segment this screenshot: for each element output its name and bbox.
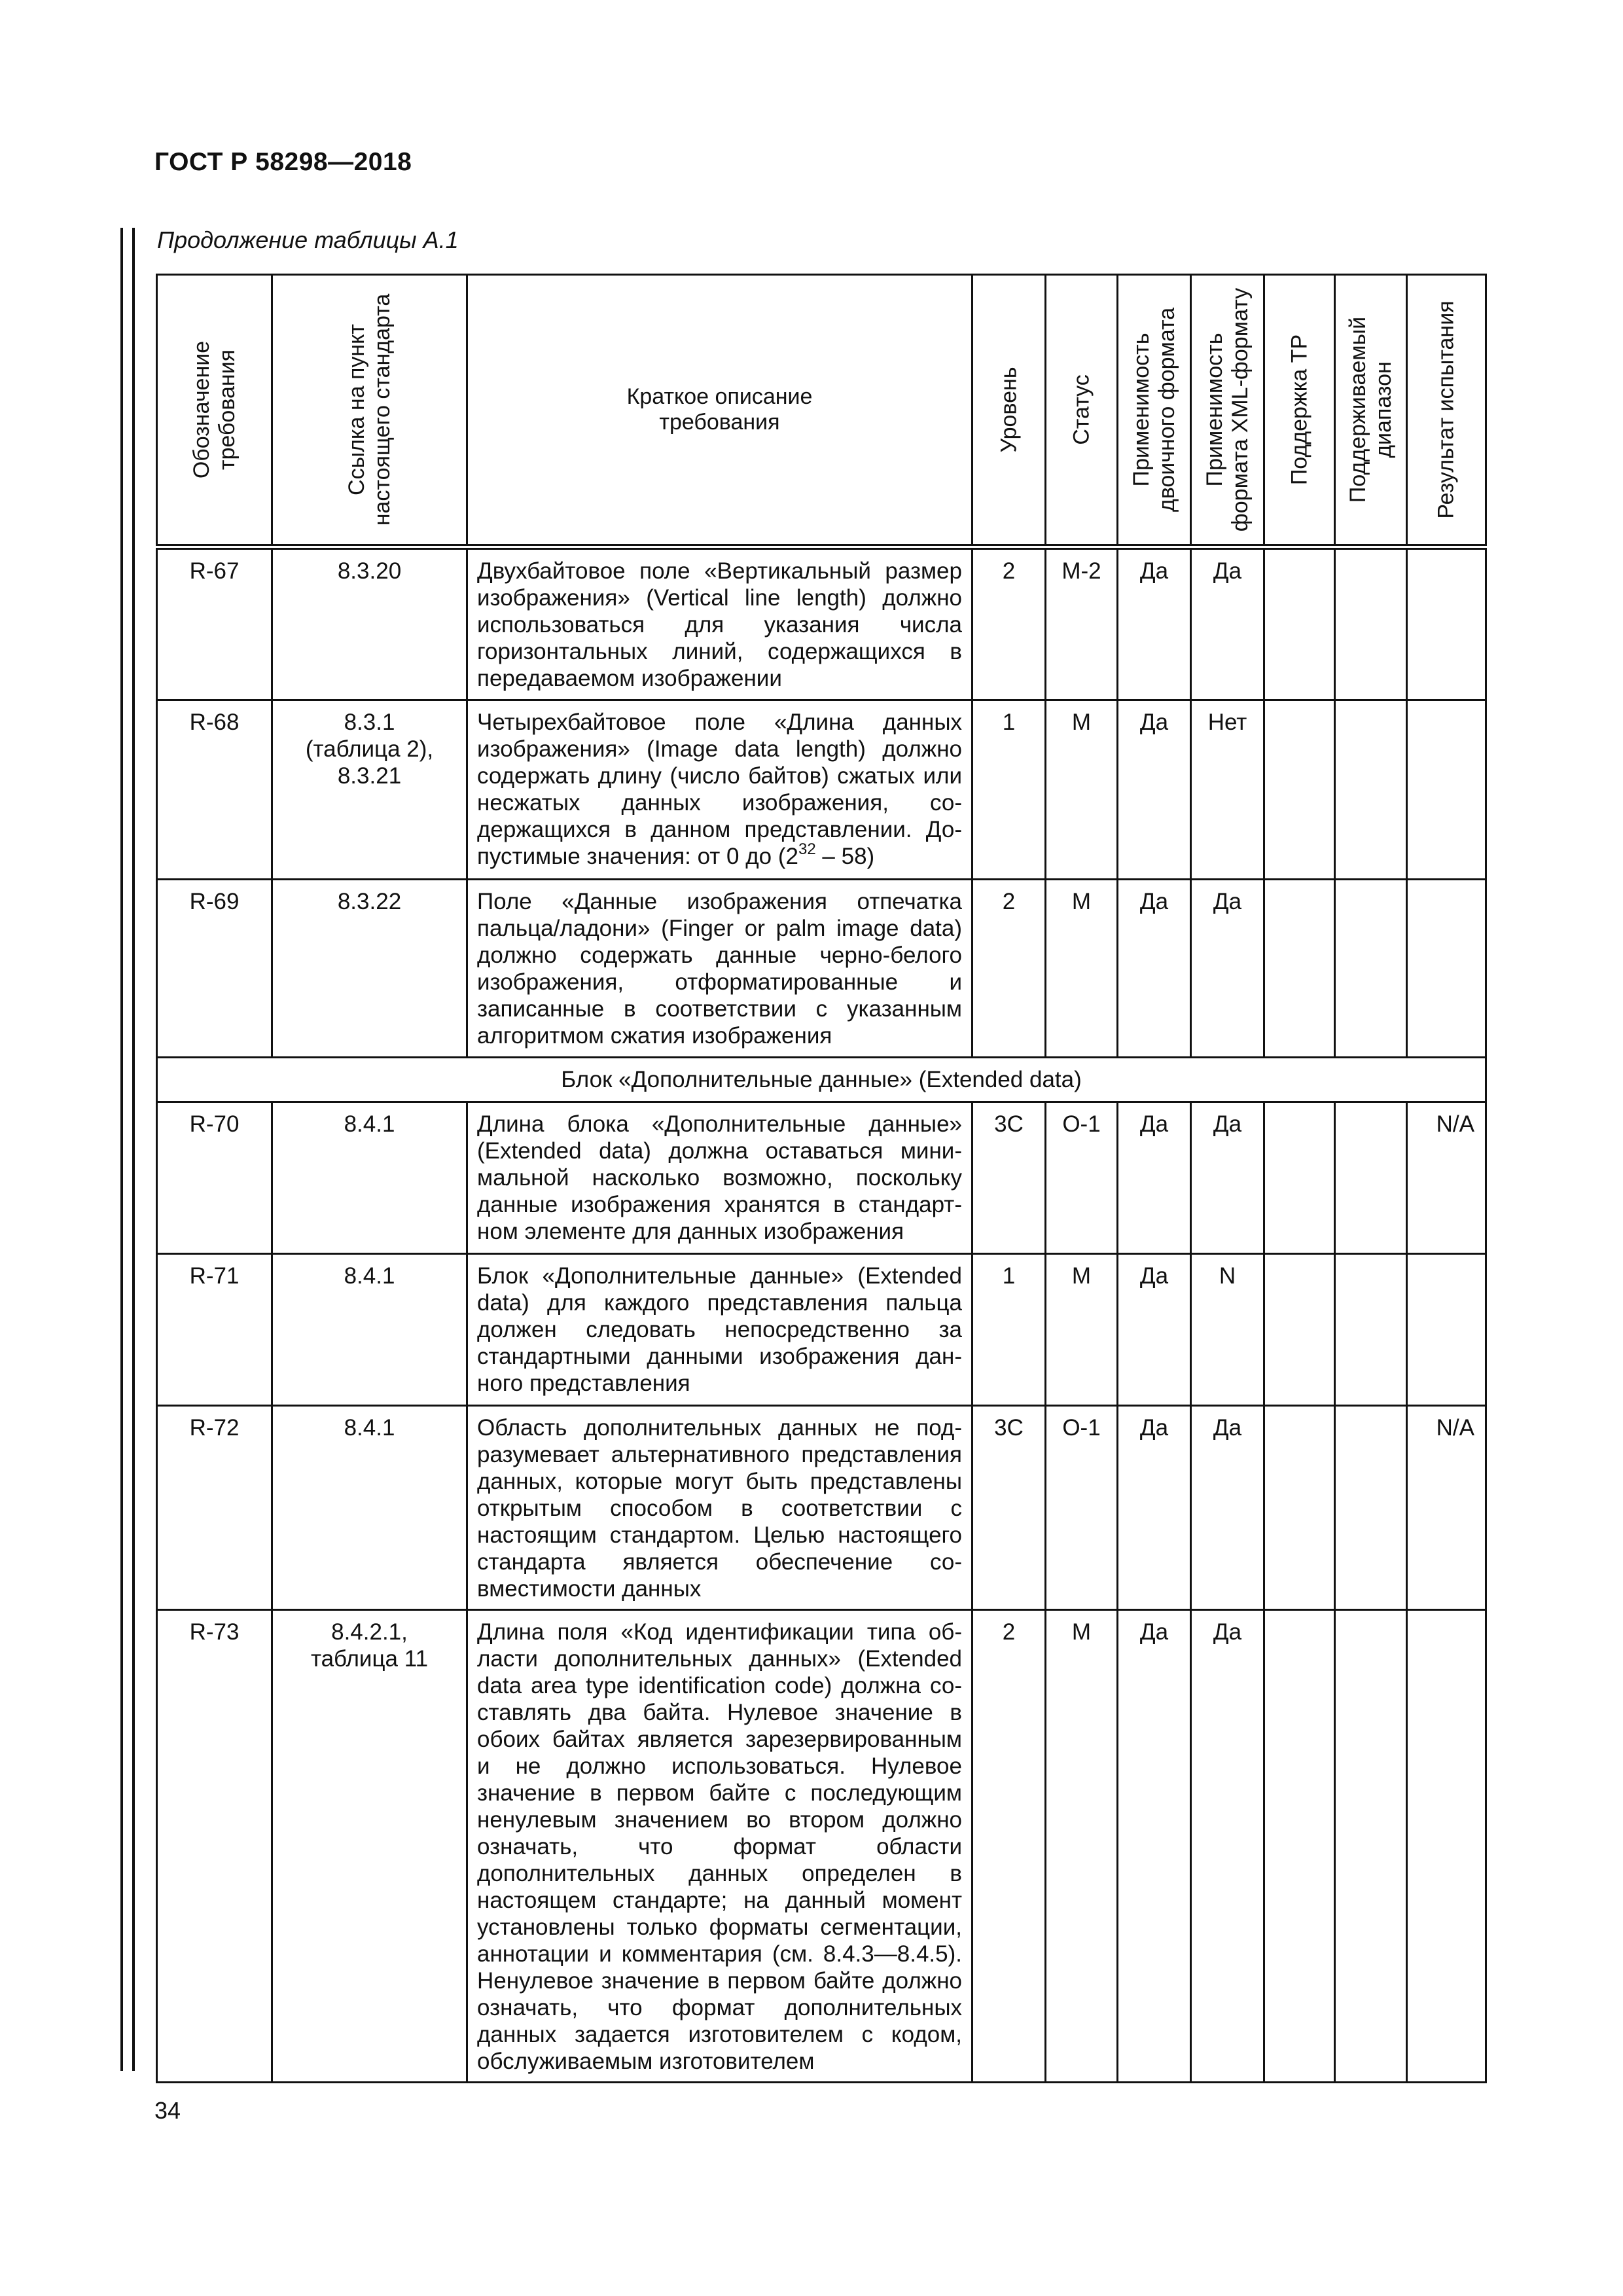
cell-xml: Да [1191,880,1264,1058]
cell-ref: 8.3.20 [272,547,467,700]
section-row [157,1058,1486,1102]
cell-binary: Да [1118,700,1191,880]
col-header-description: Краткое описание требования [467,275,972,547]
cell-desc: Область дополнительных данных не подразумевает альтернативного представления данных, которые могут быть представлены открытым способом в соответствии с настоящим стандартом. Целью настоящего стандарта является обеспечение совместимости данных [467,1406,972,1610]
cell-tr [1264,1406,1335,1610]
cell-xml: Да [1191,547,1264,700]
cell-ref: 8.3.1 (таблица 2), 8.3.21 [272,700,467,880]
col-header-designation: Обозначение требования [157,275,272,547]
cell-level: 1 [972,700,1046,880]
cell-id: R-70 [157,1102,272,1254]
cell-level: 3С [972,1102,1046,1254]
table-row [157,1254,1486,1406]
cell-level: 3С [972,1406,1046,1610]
cell-desc: Длина блока «Дополнительные данные» (Extended data) должна оставаться минимальной насколько возможно, поскольку данные изображения хранятся в стандартном элементе для данных изображения [467,1102,972,1254]
cell-xml: Да [1191,1102,1264,1254]
cell-range [1335,1254,1407,1406]
cell-tr [1264,1610,1335,2083]
cell-xml: N [1191,1254,1264,1406]
cell-binary: Да [1118,880,1191,1058]
cell-tr [1264,1102,1335,1254]
cell-xml: Нет [1191,700,1264,880]
table-row [157,1102,1486,1254]
table-caption: Продолжение таблицы А.1 [157,226,459,253]
cell-range [1335,1610,1407,2083]
cell-ref: 8.4.1 [272,1254,467,1406]
cell-id: R-71 [157,1254,272,1406]
cell-binary: Да [1118,1406,1191,1610]
cell-ref: 8.3.22 [272,880,467,1058]
requirements-table [156,274,1487,2083]
cell-result: N/A [1407,1406,1486,1610]
table-row [157,547,1486,700]
cell-level: 1 [972,1254,1046,1406]
col-header-status: Статус [1046,275,1118,547]
cell-id: R-68 [157,700,272,880]
cell-id: R-72 [157,1406,272,1610]
col-header-result: Результат испытания [1407,275,1486,547]
cell-desc: Четырехбайтовое поле «Длина данных изображения» (Image data length) должно содержать длину (число байтов) сжатых или несжатых данных изображения, содержащихся в данном представлении. Допустимые значения: от 0 до $(2^{32} - 58)$ [467,700,972,880]
cell-range [1335,547,1407,700]
cell-desc: Длина поля «Код идентификации типа области дополнительных данных» (Extended data area type identification code) должна составлять два байта. Нулевое значение в обоих байтах является зарезервированным и не должно использоваться. Нулевое значение в первом байте с последующим ненулевым значением во втором должно означать, что формат области дополнительных данных определен в настоящем стандарте; на данный момент установлены только форматы сегментации, аннотации и комментария (см. 8.4.3—8.4.5). Ненулевое значение в первом байте должно означать, что формат дополнительных данных задается изготовителем с кодом, обслуживаемым изготовителем [467,1610,972,2083]
cell-desc: Поле «Данные изображения отпечатка пальца/ладони» (Finger or palm image data) должно содержать данные черно-белого изображения, отформатированные и записанные в соответствии с указанным алгоритмом сжатия изображения [467,880,972,1058]
cell-binary: Да [1118,547,1191,700]
section-title: Блок «Дополнительные данные» (Extended data) [157,1058,1486,1102]
col-header-level: Уровень [972,275,1046,547]
cell-status: М [1046,700,1118,880]
cell-result [1407,1610,1486,2083]
cell-level: 2 [972,547,1046,700]
document-title: ГОСТ Р 58298—2018 [154,148,412,176]
cell-id: R-67 [157,547,272,700]
cell-level: 2 [972,880,1046,1058]
cell-status: М [1046,1610,1118,2083]
cell-result [1407,1254,1486,1406]
cell-status: О-1 [1046,1406,1118,1610]
cell-desc: Двухбайтовое поле «Вертикальный размер изображения» (Vertical line length) должно использоваться для указания числа горизонтальных линий, содержащихся в передаваемом изображении [467,547,972,700]
cell-tr [1264,1254,1335,1406]
revision-bars [120,228,136,2071]
cell-result [1407,700,1486,880]
cell-ref: 8.4.2.1, таблица 11 [272,1610,467,2083]
col-header-tr-support: Поддержка ТР [1264,275,1335,547]
cell-status: М-2 [1046,547,1118,700]
cell-status: О-1 [1046,1102,1118,1254]
cell-level: 2 [972,1610,1046,2083]
cell-tr [1264,547,1335,700]
revision-bar-inner [132,228,135,2071]
cell-ref: 8.4.1 [272,1102,467,1254]
cell-range [1335,1406,1407,1610]
cell-xml: Да [1191,1610,1264,2083]
cell-status: М [1046,880,1118,1058]
table-row [157,700,1486,880]
cell-binary: Да [1118,1102,1191,1254]
cell-tr [1264,700,1335,880]
cell-tr [1264,880,1335,1058]
cell-result [1407,880,1486,1058]
cell-binary: Да [1118,1254,1191,1406]
table-row [157,1610,1486,2083]
cell-status: М [1046,1254,1118,1406]
cell-range [1335,880,1407,1058]
cell-id: R-73 [157,1610,272,2083]
cell-range [1335,700,1407,880]
cell-ref: 8.4.1 [272,1406,467,1610]
col-header-xml: Применимость формата XML-формату [1191,275,1264,547]
col-header-binary: Применимость двоичного формата [1118,275,1191,547]
cell-binary: Да [1118,1610,1191,2083]
cell-desc: Блок «Дополнительные данные» (Extended data) для каждого представления пальца должен следовать непосредственно за стандартными данными изображения данного представления [467,1254,972,1406]
page-number: 34 [154,2097,181,2124]
cell-result [1407,547,1486,700]
table-row [157,880,1486,1058]
revision-bar-outer [120,228,123,2071]
table-row [157,1406,1486,1610]
col-header-reference: Ссылка на пункт настоящего стандарта [272,275,467,547]
cell-result: N/A [1407,1102,1486,1254]
cell-id: R-69 [157,880,272,1058]
cell-range [1335,1102,1407,1254]
col-header-range: Поддерживаемый диапазон [1335,275,1407,547]
table-header-row [157,275,1486,547]
cell-xml: Да [1191,1406,1264,1610]
